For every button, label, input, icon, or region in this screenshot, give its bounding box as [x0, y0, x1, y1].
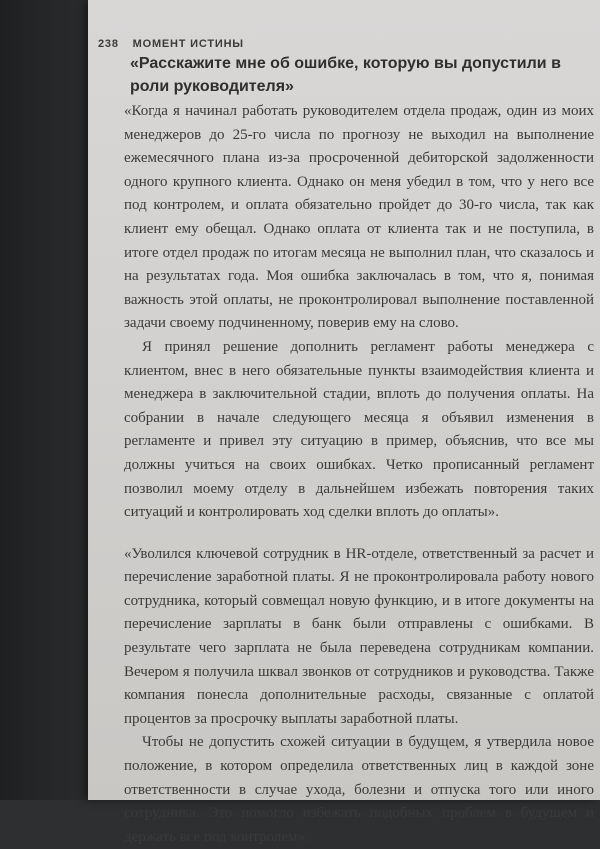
book-page	[88, 0, 600, 845]
page-content	[124, 52, 594, 849]
running-head-title: МОМЕНТ ИСТИНЫ	[132, 38, 244, 50]
page-number: 238	[98, 38, 119, 50]
paragraph-gap	[124, 525, 594, 543]
story1-paragraph1: «Когда я начинал работать руководителем отдела продаж, один из моих менеджеров до 25-го числа по прогнозу не выходил на выполнение ежемесячного плана из-за просроченной дебиторской задолженности одного крупного клиента. Однако он меня убедил в том, что у него все под контролем, и оплата обязательно пройдет до 30-го числа, так как клиент ему обещал. Однако оплата от клиента так и не поступила, в итоге отдел продаж по итогам месяца не выполнил план, что сказалось и на результатах года. Моя ошибка заключалась в том, что я, понимая важность этой оплаты, не проконтролировал выполнение поставленной задачи своему подчиненному, поверив ему на слово.	[124, 103, 594, 332]
section-heading: «Расскажите мне об ошибке, которую вы допустили в роли руководителя»	[130, 55, 561, 95]
story1-paragraph2: Я принял решение дополнить регламент работы менеджера с клиентом, внес в него обязательные пункты взаимодействия клиента и менеджера в заключительной стадии, вплоть до получения оплаты. На собрании в начале следующего месяца я объявил изменения в регламенте и привел эту ситуацию в пример, объяснив, что все мы должны учиться на своих ошибках. Четко прописанный регламент позволил моему отделу в дальнейшем избежать повторения таких ситуаций и контролировать ход сделки вплоть до оплаты».	[124, 338, 594, 521]
story2-paragraph2: Чтобы не допустить схожей ситуации в будущем, я утвердила новое положение, в котором определила ответственных лиц в каждой зоне ответственности в случае ухода, болезни и отпуска того или иного сотрудника. Это помогло избежать подобных проблем в будущем и держать все под контролем».	[124, 734, 594, 845]
running-head	[98, 38, 244, 50]
story2-paragraph1: «Уволился ключевой сотрудник в HR-отделе, ответственный за расчет и перечисление заработной платы. Я не проконтролировала работу нового сотрудника, который совмещал новую функцию, и в итоге документы на перечисление зарплаты в банк были отправлены с ошибками. В результате чего зарплата не была переведена сотрудникам компании. Вечером я получила шквал звонков от сотрудников и руководства. Также компания понесла дополнительные расходы, связанные с оплатой процентов за просрочку выплаты заработной платы.	[124, 545, 594, 727]
